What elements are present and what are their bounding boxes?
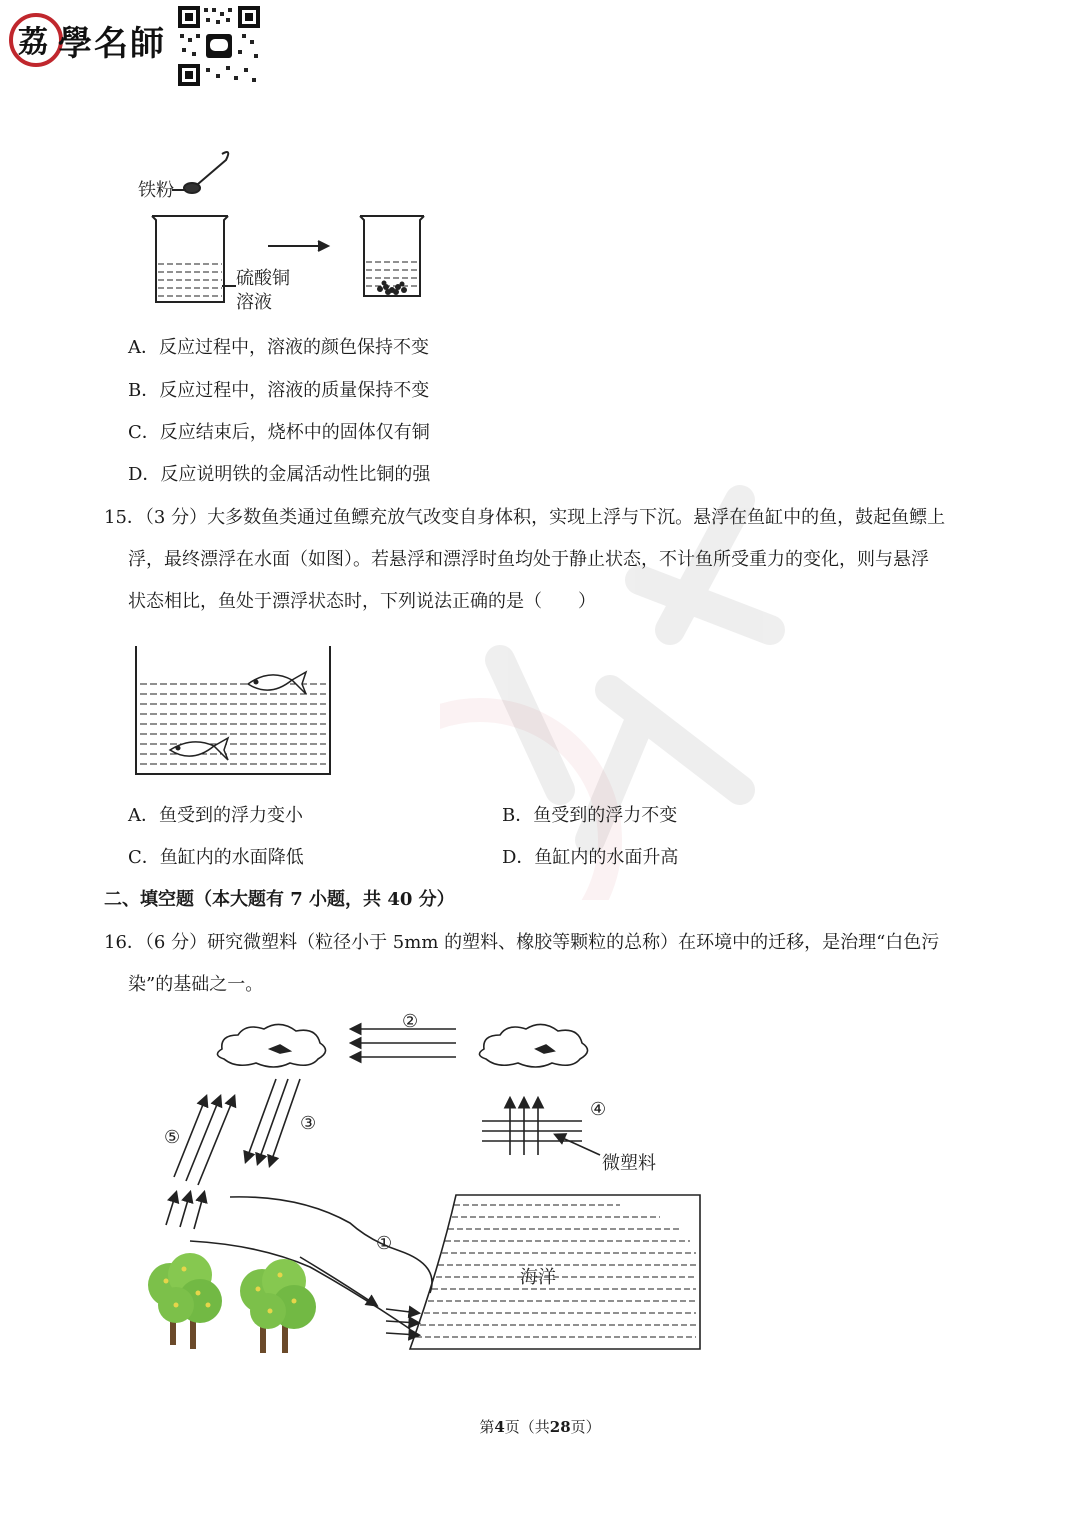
svg-text:荔: 荔 bbox=[18, 25, 48, 60]
marker-4: ④ bbox=[590, 1099, 607, 1120]
q15-stem-line2: 浮，最终漂浮在水面（如图）。若悬浮和漂浮时鱼均处于静止状态，不计鱼所受重力的变化，则与悬浮 bbox=[128, 549, 929, 570]
q14-option-c: C．反应结束后，烧杯中的固体仅有铜 bbox=[128, 422, 430, 443]
label-ocean: 海洋 bbox=[520, 1267, 556, 1288]
q15-fish-tank-figure bbox=[130, 642, 340, 782]
fish-floating-icon bbox=[248, 672, 306, 694]
qr-code-icon bbox=[176, 4, 262, 88]
page-footer: 第4页（共28页） bbox=[479, 1418, 601, 1436]
cloud-left-icon bbox=[217, 1024, 325, 1067]
q15-stem-line1: 15．（3 分）大多数鱼类通过鱼鳔充放气改变自身体积，实现上浮与下沉。悬浮在鱼缸中的鱼，鼓起鱼鳔上 bbox=[104, 507, 946, 528]
q15-option-b: B．鱼受到的浮力不变 bbox=[502, 805, 678, 826]
marker-1: ① bbox=[376, 1233, 393, 1254]
section-title: 二、填空题（本大题有 7 小题，共 40 分） bbox=[104, 889, 455, 910]
q15-option-c: C．鱼缸内的水面降低 bbox=[128, 847, 304, 868]
q15-stem-line3: 状态相比，鱼处于漂浮状态时，下列说法正确的是（ ） bbox=[128, 591, 596, 612]
page-number: 4 bbox=[494, 1418, 505, 1436]
label-solution-2: 溶液 bbox=[236, 292, 272, 313]
q14-option-b: B．反应过程中，溶液的质量保持不变 bbox=[128, 380, 430, 401]
q14-option-d: D．反应说明铁的金属活动性比铜的强 bbox=[128, 464, 431, 485]
label-solution-1: 硫酸铜 bbox=[236, 268, 290, 289]
brand-name: 學名師 bbox=[58, 24, 166, 64]
q15-option-d: D．鱼缸内的水面升高 bbox=[502, 847, 679, 868]
marker-2: ② bbox=[402, 1011, 419, 1032]
marker-5: ⑤ bbox=[164, 1127, 181, 1148]
q16-microplastic-figure bbox=[140, 1005, 710, 1375]
cloud-right-icon bbox=[479, 1024, 587, 1067]
page-total: 28 bbox=[549, 1418, 571, 1436]
trees-icon bbox=[148, 1253, 316, 1353]
q14-figure bbox=[128, 140, 448, 320]
q14-option-a: A．反应过程中，溶液的颜色保持不变 bbox=[128, 337, 429, 358]
fish-suspended-icon bbox=[170, 738, 228, 760]
q16-stem-line1: 16．（6 分）研究微塑料（粒径小于 5mm 的塑料、橡胶等颗粒的总称）在环境中的迁移，是治理“白色污 bbox=[104, 932, 940, 953]
q16-stem-line2: 染”的基础之一。 bbox=[128, 974, 264, 995]
q15-option-a: A．鱼受到的浮力变小 bbox=[128, 805, 303, 826]
label-microplastic: 微塑料 bbox=[602, 1153, 656, 1174]
marker-3: ③ bbox=[300, 1113, 317, 1134]
label-iron-powder: 铁粉 bbox=[138, 180, 174, 201]
